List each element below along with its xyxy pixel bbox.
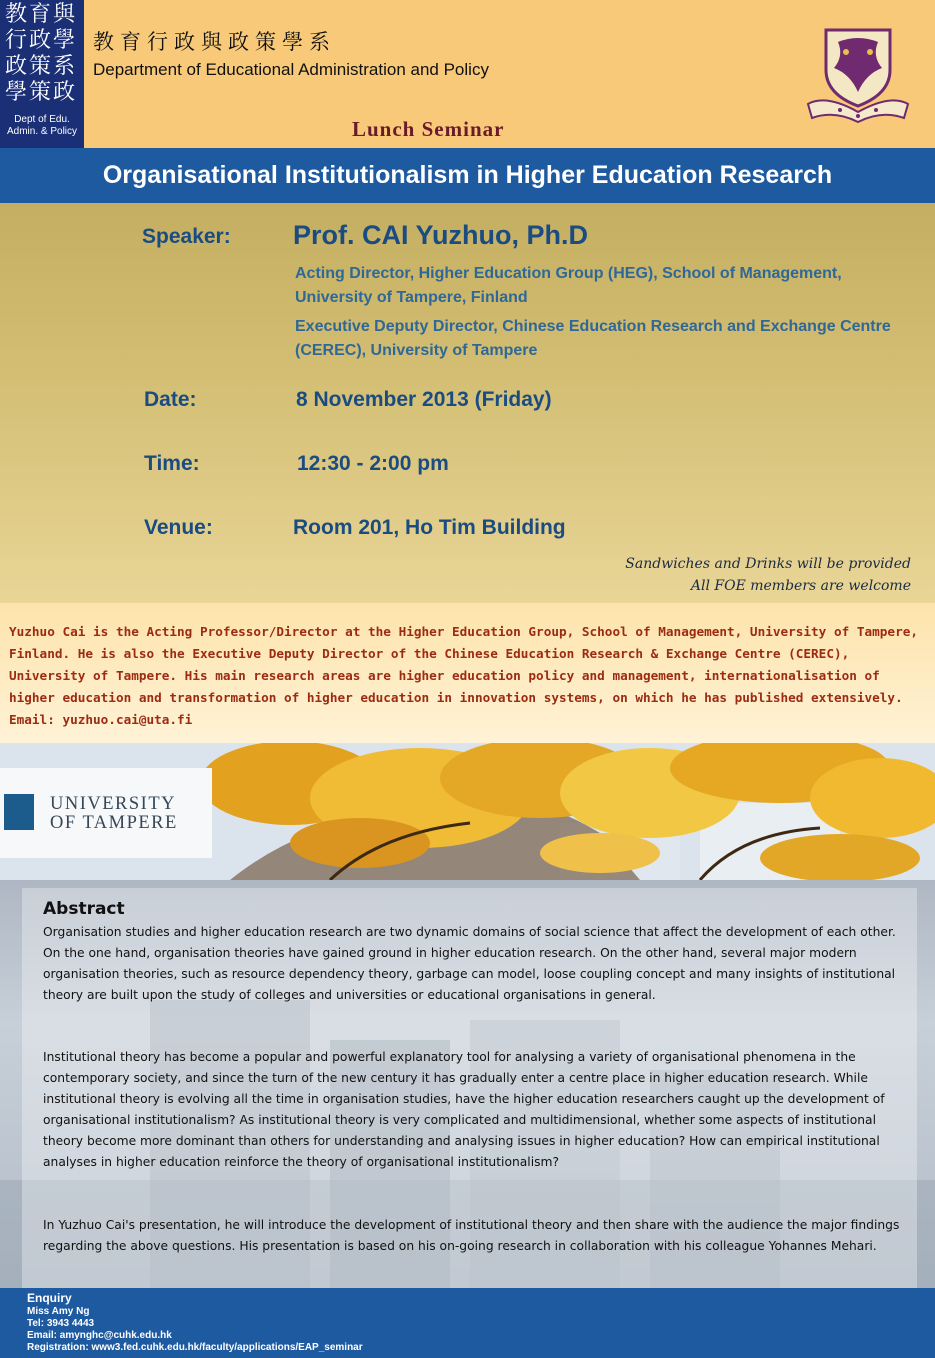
enquiry-title: Enquiry bbox=[27, 1291, 72, 1305]
logo-char: 政 bbox=[52, 80, 75, 105]
speaker-label: Speaker: bbox=[142, 225, 231, 248]
bio-body: Yuzhuo Cai is the Acting Professor/Director at the Higher Education Group, School of Management, University of Tampere, Finland. He is also the Executive Deputy Director of the Chinese Education Research & Exchange Centre (CEREC), University of Tampere. His main research areas are higher education policy and management, internationalisation of higher education and transformation of higher education in innovation systems, on which he has published extensively. bbox=[9, 624, 918, 705]
abstract-paragraph-2: Institutional theory has become a popular and powerful explanatory tool for analysing a variety of organisational phenomena in the contemporary society, and since the turn of the new century it has gradually enter a centre place in higher education research. While institutional theory is evolving all the time in organisation studies, have the higher education researchers caught up the development of organisational institutionalism? As institutional theory is very complicated and multidimensional, whether some aspects of institutional theory become more dominant than others for understanding and analysing issues in higher education? How can empirical institutional analyses in higher education reinforce the theory of organisational institutionalism? bbox=[43, 1050, 885, 1169]
seminar-title: Organisational Institutionalism in Higher Education Research bbox=[102, 161, 833, 189]
enquiry-footer bbox=[0, 1288, 935, 1358]
time-value: 12:30 - 2:00 pm bbox=[297, 452, 449, 475]
university-name-line-2: OF TAMPERE bbox=[50, 813, 178, 833]
department-logo bbox=[0, 0, 84, 148]
contact-tel: Tel: 3943 4443 bbox=[27, 1318, 95, 1329]
venue-label: Venue: bbox=[144, 516, 213, 539]
logo-char: 與 bbox=[52, 2, 75, 27]
venue-value: Room 201, Ho Tim Building bbox=[293, 516, 566, 539]
logo-caption-line-2: Admin. & Policy bbox=[6, 126, 78, 137]
catering-note: Sandwiches and Drinks will be provided bbox=[625, 556, 911, 572]
welcome-note: All FOE members are welcome bbox=[690, 578, 911, 594]
logo-char: 系 bbox=[52, 54, 75, 79]
title-bar bbox=[0, 148, 935, 203]
abstract-paragraph-3: In Yuzhuo Cai's presentation, he will introduce the development of institutional theory and then share with the audience the major findings regarding the above questions. His presentation is based on his on-going research in collaboration with his colleague Yohannes Mehari. bbox=[43, 1218, 900, 1253]
logo-caption-line-1: Dept of Edu. bbox=[14, 114, 70, 125]
event-details bbox=[0, 203, 935, 603]
logo-char: 政 bbox=[4, 54, 27, 79]
contact-email[interactable]: Email: amynghc@cuhk.edu.hk bbox=[27, 1330, 172, 1341]
abstract-heading: Abstract bbox=[43, 899, 125, 919]
date-value: 8 November 2013 (Friday) bbox=[296, 388, 552, 411]
speaker-affiliation-2: Executive Deputy Director, Chinese Education Research and Exchange Centre (CEREC), University of Tampere bbox=[295, 318, 891, 359]
speaker-name: Prof. CAI Yuzhuo, Ph.D bbox=[293, 220, 589, 250]
abstract-section bbox=[0, 880, 935, 1288]
time-label: Time: bbox=[144, 452, 200, 475]
logo-char: 行 bbox=[4, 28, 27, 53]
department-name-chinese: 教育行政與政策學系 bbox=[93, 30, 336, 54]
logo-char: 策 bbox=[28, 54, 51, 79]
event-type: Lunch Seminar bbox=[352, 117, 505, 141]
registration-link[interactable]: Registration: www3.fed.cuhk.edu.hk/faculty/applications/EAP_seminar bbox=[27, 1342, 363, 1353]
logo-char: 政 bbox=[28, 28, 51, 53]
logo-caption bbox=[0, 114, 84, 138]
date-label: Date: bbox=[144, 388, 197, 411]
logo-char: 學 bbox=[4, 80, 27, 105]
logo-char: 育 bbox=[28, 2, 51, 27]
university-name bbox=[50, 795, 178, 833]
speaker-affiliation-1: Acting Director, Higher Education Group (HEG), School of Management, University of Tampere, Finland bbox=[295, 265, 842, 306]
university-name-line-1: UNIVERSITY bbox=[50, 794, 176, 814]
logo-char: 學 bbox=[52, 28, 75, 53]
contact-name: Miss Amy Ng bbox=[27, 1306, 90, 1317]
bio-text bbox=[9, 621, 927, 731]
abstract-paragraph-1: Organisation studies and higher education research are two dynamic domains of social science that affect the development of each other. On the one hand, organisation theories have gained ground in higher education research. On the other hand, several major modern organisation theories, such as resource dependency theory, garbage can model, loose coupling concept and many insights of institutional theory are built upon the study of colleges and universities or educational organisations in general. bbox=[43, 925, 896, 1002]
cuhk-crest-icon bbox=[806, 24, 910, 124]
logo-char: 策 bbox=[28, 80, 51, 105]
photo-banner bbox=[0, 743, 935, 880]
tampere-emblem-icon bbox=[4, 794, 34, 830]
logo-characters bbox=[4, 2, 82, 112]
logo-char: 教 bbox=[4, 2, 27, 27]
speaker-bio bbox=[0, 603, 935, 743]
speaker-email: Email: yuzhuo.cai@uta.fi bbox=[9, 712, 193, 727]
university-of-tampere-logo bbox=[0, 768, 212, 858]
header bbox=[0, 0, 935, 148]
department-name-english: Department of Educational Administration and Policy bbox=[93, 60, 489, 79]
